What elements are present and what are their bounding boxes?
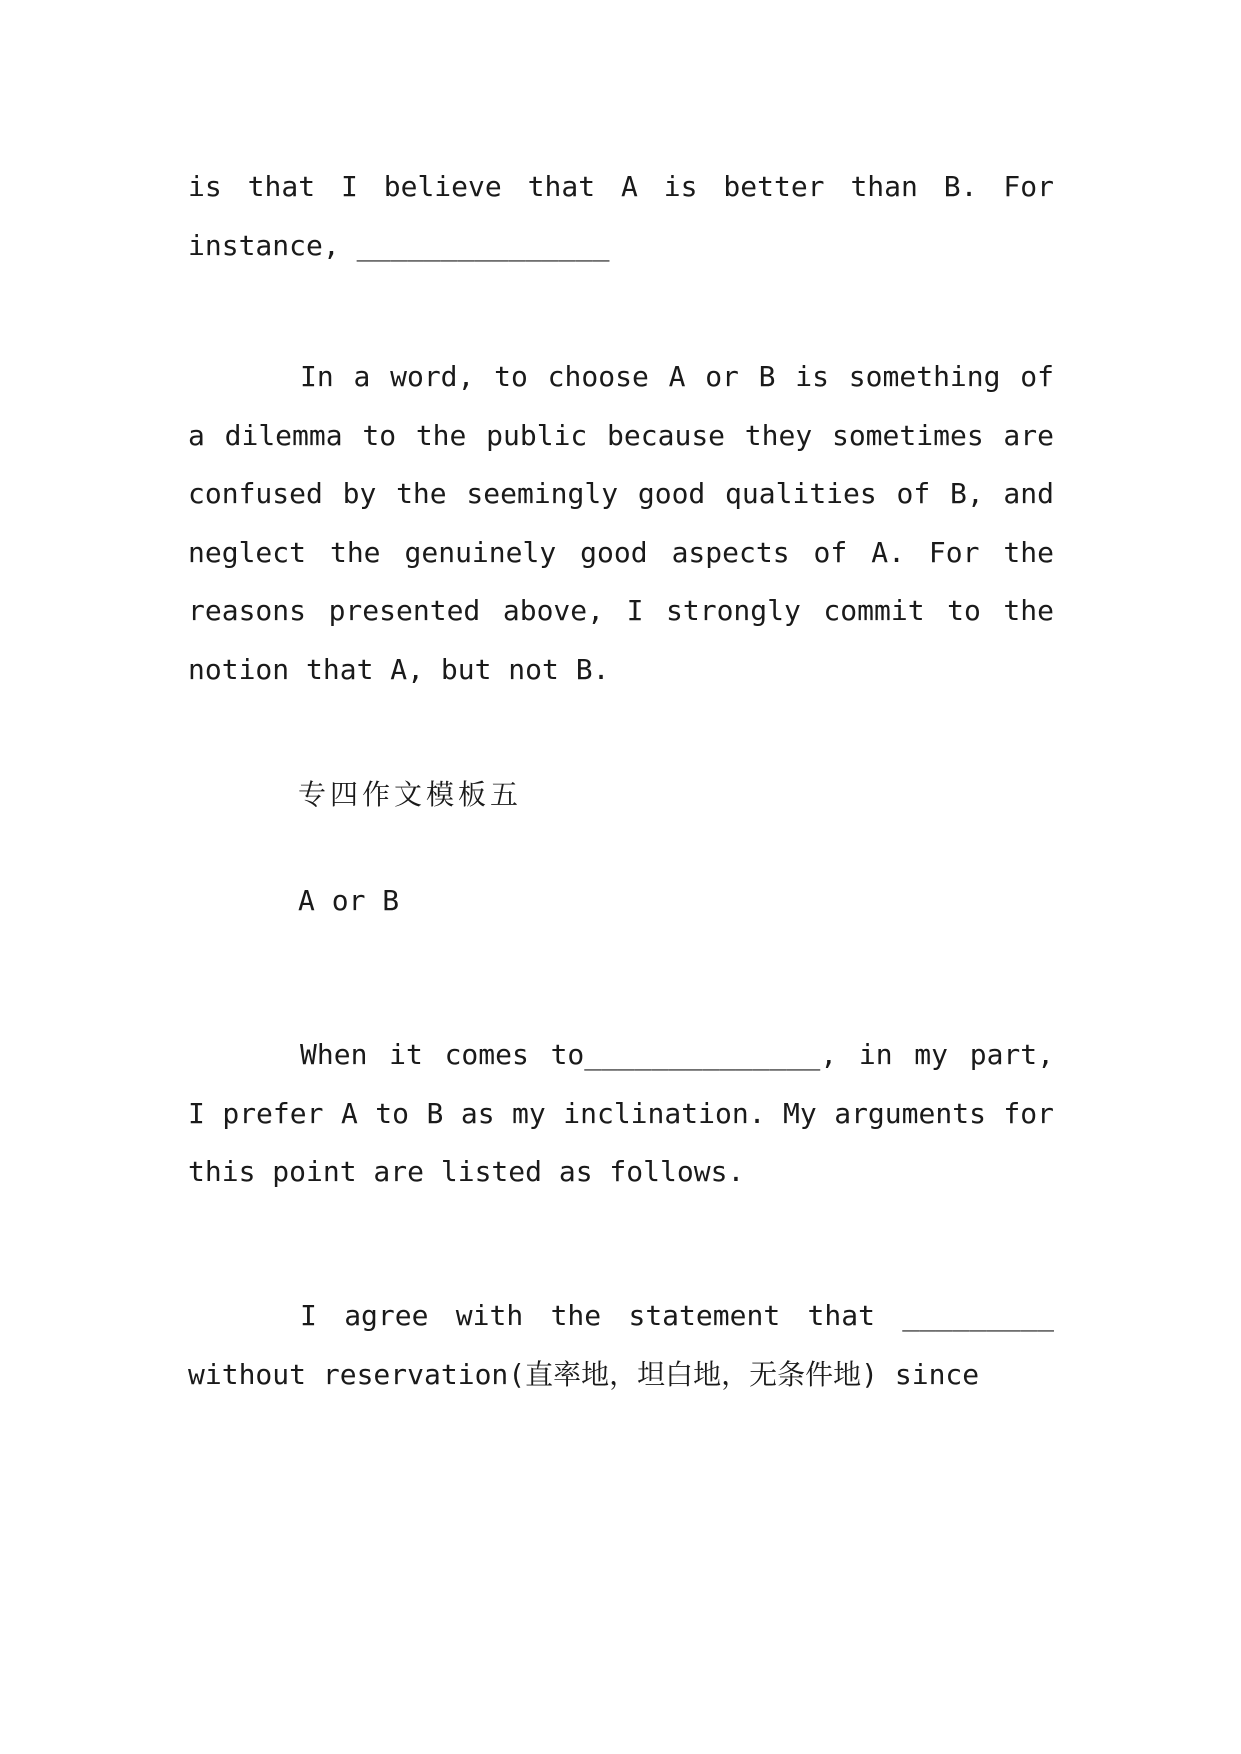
- paragraph-conclusion: In a word, to choose A or B is something of a dilemma to the public because they sometimes are confused by the seemingly good qualities of B, and neglect the genuinely good aspects of A. For the reasons presented above, I strongly commit to the notion that A, but not B.: [188, 360, 1054, 686]
- paragraph-agree: I agree with the statement that _________ without reservation(直率地，坦白地，无条件地) since: [188, 1299, 1054, 1391]
- section-heading-cn: 专四作文模板五: [298, 778, 523, 811]
- paragraph-intro: When it comes to______________, in my part, I prefer A to B as my inclination. My arguments for this point are listed as follows.: [188, 1038, 1054, 1188]
- paragraph-instance: is that I believe that A is better than B. For instance, _______________: [188, 170, 1054, 262]
- section-heading-en: A or B: [298, 884, 400, 917]
